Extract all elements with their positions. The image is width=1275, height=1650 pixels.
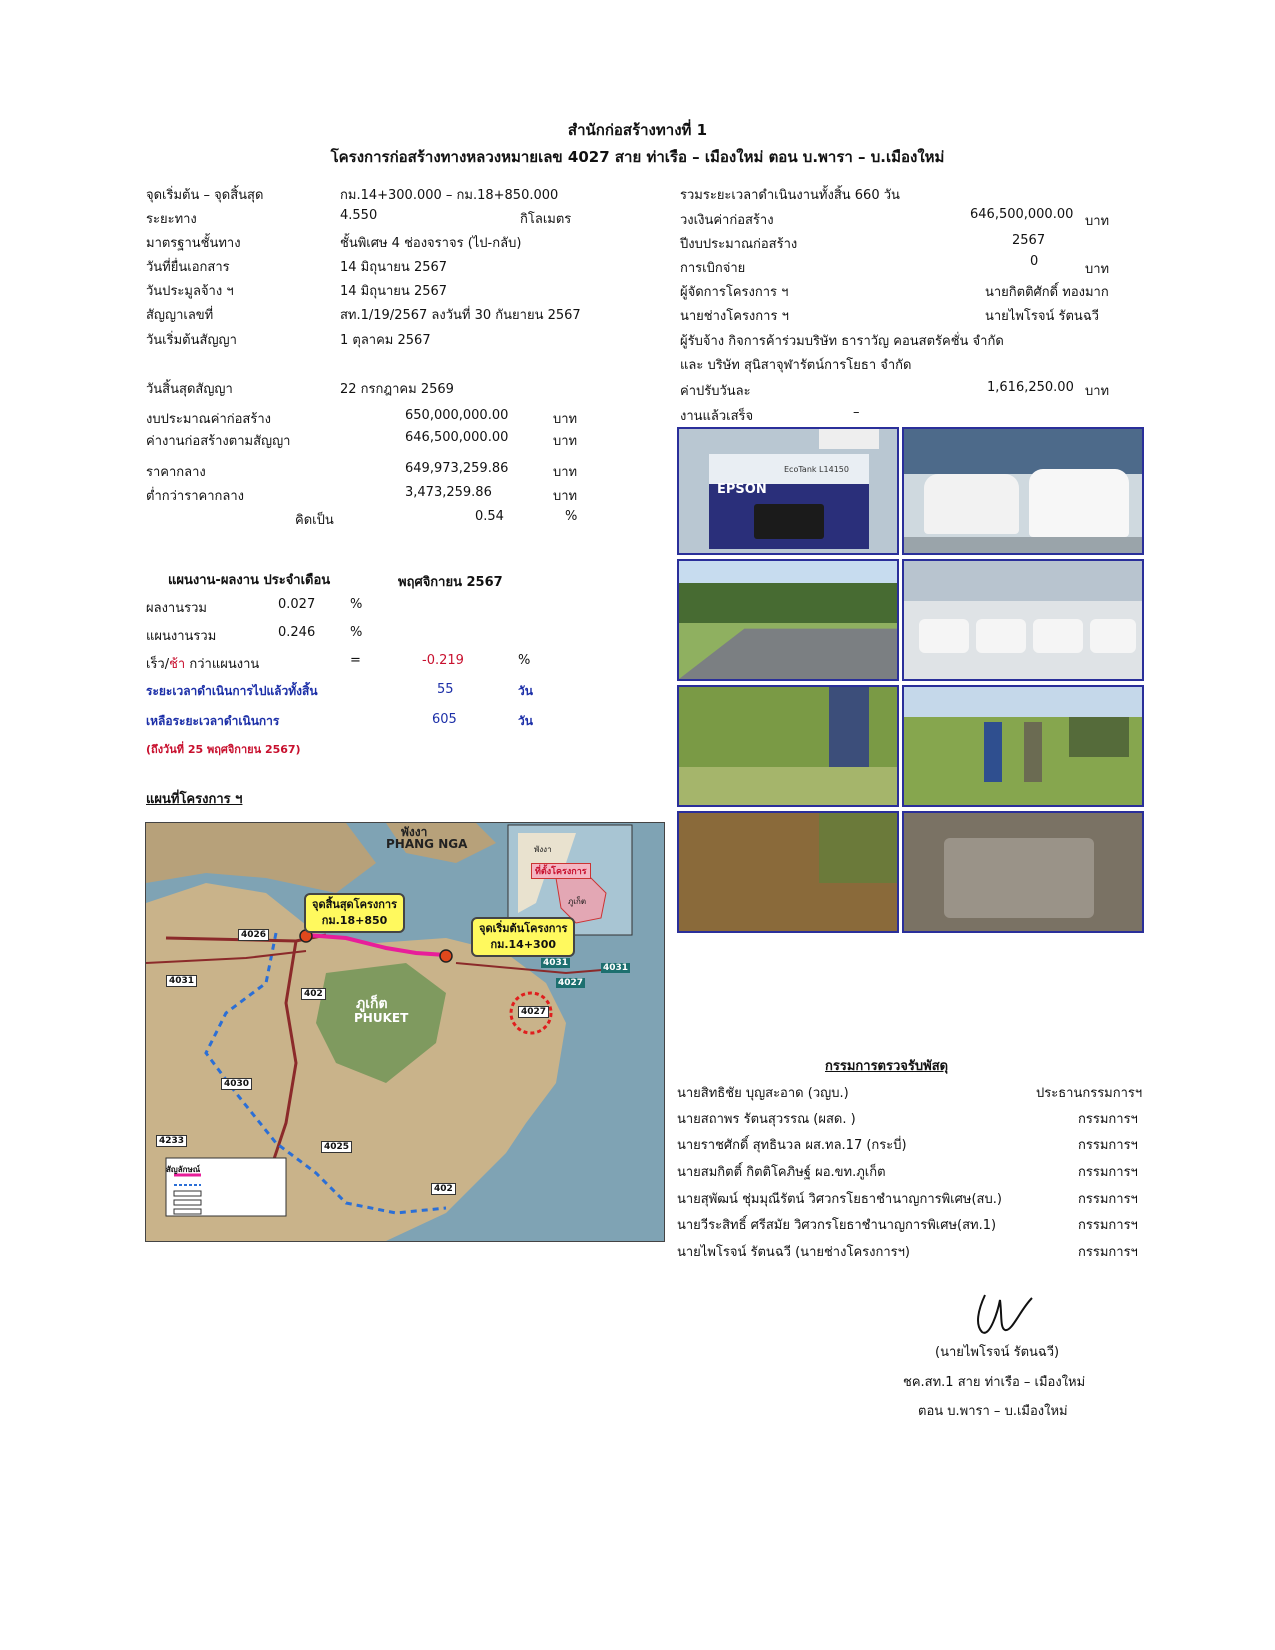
signer-position-2: ตอน บ.พารา – บ.เมืองใหม่: [918, 1404, 1068, 1419]
label-phangnga-en: PHANG NGA: [386, 837, 468, 851]
unit-diff: %: [518, 653, 531, 668]
value-submit-date: 14 มิถุนายน 2567: [340, 260, 448, 275]
signer-position-1: ชค.สท.1 สาย ท่าเรือ – เมืองใหม่: [903, 1375, 1086, 1390]
project-start-marker: [440, 950, 452, 962]
committee-role-1: ประธานกรรมการฯ: [1036, 1086, 1143, 1101]
committee-member-6: นายวีระสิทธิ์ ศรีสมัย วิศวกรโยธาชำนาญการพิเศษ(สท.1): [677, 1218, 997, 1233]
white-pickup-1: [924, 474, 1019, 534]
label-phuket-en: PHUKET: [354, 1011, 409, 1025]
committee-role-6: กรรมการฯ: [1078, 1218, 1138, 1233]
mainland-land: [146, 823, 376, 893]
label-project-manager: ผู้จัดการโครงการ ฯ: [680, 285, 789, 300]
committee-member-4: นายสมกิตติ์ กิตติโคภิษฐ์ ผอ.ขท.ภูเก็ต: [677, 1165, 886, 1180]
project-map: [145, 822, 665, 1242]
committee-member-7: นายไพโรจน์ รัตนฉวี (นายช่างโครงการฯ): [677, 1245, 910, 1260]
value-diff: -0.219: [422, 653, 464, 668]
committee-title: กรรมการตรวจรับพัสดุ: [825, 1059, 949, 1074]
route-badge-4026: 4026: [238, 929, 269, 941]
photo-road-site: [677, 559, 899, 681]
label-construction-value: วงเงินค่าก่อสร้าง: [680, 213, 774, 228]
photo-parked-vehicles: [902, 559, 1144, 681]
value-distance: 4.550: [340, 208, 378, 223]
total-duration: รวมระยะเวลาดำเนินงานทั้งสิ้น 660 วัน: [680, 188, 900, 203]
value-completed: –: [853, 405, 860, 420]
label-contract-end: วันสิ้นสุดสัญญา: [146, 382, 233, 397]
road-surface: [679, 623, 897, 679]
end-point-km: กม.18+850: [321, 914, 388, 927]
label-below-median: ต่ำกว่าราคากลาง: [146, 489, 244, 504]
value-elapsed: 55: [437, 682, 454, 697]
route-badge-402-south: 402: [431, 1183, 456, 1195]
label-start-end: จุดเริ่มต้น – จุดสิ้นสุด: [146, 188, 264, 203]
label-percent: คิดเป็น: [295, 513, 334, 528]
label-fiscal-year: ปีงบประมาณก่อสร้าง: [680, 237, 798, 252]
label-contract-no: สัญญาเลขที่: [146, 308, 214, 323]
photo-benchmark-stone: [902, 811, 1144, 933]
inset-project-location: ที่ตั้งโครงการ: [531, 863, 591, 879]
value-standard: ชั้นพิเศษ 4 ช่องจราจร (ไป-กลับ): [340, 236, 522, 251]
as-of-date: (ถึงวันที่ 25 พฤศจิกายน 2567): [146, 743, 301, 756]
printer-brand: EPSON: [717, 482, 767, 497]
unit-disbursement: บาท: [1085, 262, 1110, 277]
route-badge-4031-far-east: 4031: [603, 963, 629, 973]
contractor-line-2: และ บริษัท สุนิสาจุฬารัตน์การโยธา จำกัด: [680, 358, 912, 373]
legend-title: สัญลักษณ์: [166, 1165, 201, 1174]
progress-month: พฤศจิกายน 2567: [398, 575, 503, 590]
unit-percent: %: [565, 509, 578, 524]
label-completed: งานแล้วเสร็จ: [680, 409, 754, 424]
progress-title: แผนงาน-ผลงาน ประจำเดือน: [168, 573, 331, 588]
label-diff: เร็ว/ช้า กว่าแผนงาน: [146, 657, 260, 672]
value-result: 0.027: [278, 597, 316, 612]
route-badge-4025: 4025: [321, 1141, 352, 1153]
committee-role-5: กรรมการฯ: [1078, 1192, 1138, 1207]
value-fiscal-year: 2567: [1012, 233, 1046, 248]
unit-plan: %: [350, 625, 363, 640]
map-canvas: [146, 823, 664, 1241]
inset-phangnga-label: พังงา: [534, 845, 552, 854]
start-point-km: กม.14+300: [490, 938, 557, 951]
value-construction-value: 646,500,000.00: [970, 207, 1074, 222]
unit-daily-fine: บาท: [1085, 384, 1110, 399]
route-badge-4030: 4030: [221, 1078, 252, 1090]
inset-phuket-label: ภูเก็ต: [568, 897, 587, 906]
unit-distance: กิโลเมตร: [520, 212, 572, 227]
unit-median-price: บาท: [553, 465, 578, 480]
route-badge-402: 402: [301, 988, 326, 1000]
committee-role-3: กรรมการฯ: [1078, 1138, 1138, 1153]
contractor-line-1: ผู้รับจ้าง กิจการค้าร่วมบริษัท ธาราวัญ คอนสตรัคชั่น จำกัด: [680, 334, 1004, 349]
office-title: สำนักก่อสร้างทางที่ 1: [567, 121, 708, 139]
start-point-label: จุดเริ่มต้นโครงการ: [479, 922, 568, 935]
value-below-median: 3,473,259.86: [405, 485, 492, 500]
value-percent: 0.54: [475, 509, 504, 524]
label-budget: งบประมาณค่าก่อสร้าง: [146, 412, 271, 427]
value-contract-cost: 646,500,000.00: [405, 430, 509, 445]
committee-role-4: กรรมการฯ: [1078, 1165, 1138, 1180]
committee-member-2: นายสถาพร รัตนสุวรรณ (ผสด. ): [677, 1112, 856, 1127]
label-phangnga-th: พังงา: [401, 825, 428, 839]
label-bid-date: วันประมูลจ้าง ฯ: [146, 284, 234, 299]
unit-below-median: บาท: [553, 489, 578, 504]
value-median-price: 649,973,259.86: [405, 461, 509, 476]
end-point-callout: [304, 893, 405, 933]
unit-remaining: วัน: [518, 714, 533, 728]
value-project-manager: นายกิตติศักดิ์ ทองมาก: [985, 285, 1109, 300]
route-badge-4031-east: 4031: [543, 958, 569, 968]
committee-member-5: นายสุพัฒน์ ชุ่มมุณีรัตน์ วิศวกรโยธาชำนาญการพิเศษ(สบ.): [677, 1192, 1002, 1207]
label-disbursement: การเบิกจ่าย: [680, 261, 746, 276]
committee-role-7: กรรมการฯ: [1078, 1245, 1138, 1260]
committee-role-2: กรรมการฯ: [1078, 1112, 1138, 1127]
label-contract-start: วันเริ่มต้นสัญญา: [146, 333, 237, 348]
value-bid-date: 14 มิถุนายน 2567: [340, 284, 448, 299]
value-contract-no: สท.1/19/2567 ลงวันที่ 30 กันยายน 2567: [340, 308, 581, 323]
label-elapsed: ระยะเวลาดำเนินการไปแล้วทั้งสิ้น: [146, 684, 318, 698]
unit-construction-value: บาท: [1085, 214, 1110, 229]
photo-survey-team: [902, 685, 1144, 807]
value-contract-end: 22 กรกฎาคม 2569: [340, 382, 454, 397]
value-budget: 650,000,000.00: [405, 408, 509, 423]
label-distance: ระยะทาง: [146, 212, 197, 227]
label-plan: แผนงานรวม: [146, 629, 217, 644]
photo-printer-box: [677, 427, 899, 555]
handwritten-signature: [970, 1290, 1040, 1340]
diff-equals: =: [350, 653, 361, 668]
label-project-engineer: นายช่างโครงการ ฯ: [680, 309, 789, 324]
label-phuket-th: ภูเก็ต: [356, 996, 388, 1012]
value-remaining: 605: [432, 712, 457, 727]
white-suv: [1029, 469, 1129, 537]
project-title: โครงการก่อสร้างทางหลวงหมายเลข 4027 สาย ท่าเรือ – เมืองใหม่ ตอน บ.พารา – บ.เมืองใหม่: [330, 148, 945, 166]
printer-model: EcoTank L14150: [784, 465, 849, 474]
unit-budget: บาท: [553, 412, 578, 427]
label-daily-fine: ค่าปรับวันละ: [680, 384, 751, 399]
label-median-price: ราคากลาง: [146, 465, 206, 480]
unit-contract-cost: บาท: [553, 434, 578, 449]
label-standard: มาตรฐานชั้นทาง: [146, 236, 241, 251]
label-contract-cost: ค่างานก่อสร้างตามสัญญา: [146, 434, 291, 449]
route-badge-4027-east: 4027: [558, 978, 584, 988]
value-daily-fine: 1,616,250.00: [987, 380, 1074, 395]
end-point-label: จุดสิ้นสุดโครงการ: [312, 898, 397, 911]
committee-member-3: นายราชศักดิ์ สุทธินวล ผส.ทล.17 (กระบี่): [677, 1138, 907, 1153]
label-result: ผลงานรวม: [146, 601, 207, 616]
signer-name: (นายไพโรจน์ รัตนฉวี): [935, 1345, 1060, 1360]
committee-member-1: นายสิทธิชัย บุญสะอาด (วญบ.): [677, 1086, 849, 1101]
map-heading: แผนที่โครงการ ฯ: [146, 792, 243, 807]
label-submit-date: วันที่ยื่นเอกสาร: [146, 260, 230, 275]
start-point-callout: [471, 917, 575, 957]
value-contract-start: 1 ตุลาคม 2567: [340, 333, 431, 348]
value-plan: 0.246: [278, 625, 316, 640]
label-remaining: เหลือระยะเวลาดำเนินการ: [146, 714, 280, 728]
unit-result: %: [350, 597, 363, 612]
value-project-engineer: นายไพโรจน์ รัตนฉวี: [985, 309, 1099, 324]
route-badge-4031: 4031: [166, 975, 197, 987]
unit-elapsed: วัน: [518, 684, 533, 698]
route-badge-4027: 4027: [518, 1006, 549, 1018]
value-start-end: กม.14+300.000 – กม.18+850.000: [340, 188, 559, 203]
photo-survey-field-1: [677, 685, 899, 807]
value-disbursement: 0: [1030, 254, 1039, 269]
photo-vehicles-showroom: [902, 427, 1144, 555]
route-badge-4233: 4233: [156, 1135, 187, 1147]
photo-ground-marker: [677, 811, 899, 933]
